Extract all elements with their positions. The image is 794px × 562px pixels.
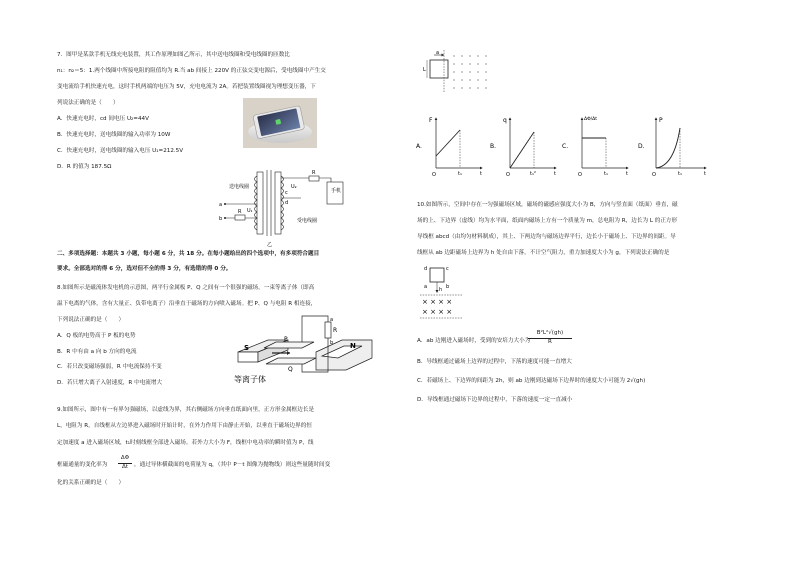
resistor-r1-label: R [238,209,242,215]
field-crosses-row1: × × × × [422,298,453,306]
q9-option-graphs [416,112,716,182]
graph-a-t: t [480,171,482,177]
resistor-r2-label: R [312,170,316,176]
graph-d-t: t [704,171,706,177]
figure-caption: 乙 [267,242,273,248]
primary-coil-winding [255,176,258,230]
q10-line1: 10.如图所示，空间中存在一匀强磁场区域，磁场的磁感应强度大小为 B，方向与竖直面（纸面）垂直，磁 [417,202,678,208]
q7-line1: 7．图甲是某款手机无线充电装置，其工作原理如图乙所示，其中送电线圈和受电线圈的匝数比 [57,52,290,58]
q9-frac-denominator: Δt [121,464,129,470]
q10-loop-field-diagram [420,262,470,322]
graph-b-t1sq: t₁² [530,171,536,177]
graph-a-origin: O [432,172,436,178]
q8-option-d: D．若只增大离子入射速度，R 中电流增大 [57,380,163,386]
q10-option-a-bar [528,338,572,339]
graph-c-t: t [626,171,628,177]
square-loop [430,60,448,78]
q7-option-a: A．快速充电时，cd 间电压 U₂=44V [57,116,149,122]
graph-b-label: B. [490,143,497,150]
q9-loop-field-diagram [424,50,494,94]
q10-option-a-den: R [548,339,552,345]
graph-d-label: D. [638,143,645,150]
q9-line3: 定加速度 a 进入磁场区域，t₁时刻线框全部进入磁场。若外力大小为 F，线框中电功率的瞬时值为 P，线 [57,440,314,446]
graph-b [510,118,556,168]
graph-d [656,118,706,168]
q8-option-c: C．若只改变磁场强弱，R 中电流保持不变 [57,364,162,370]
field-crosses-row2: × × × × [422,308,453,316]
graph-a [436,118,482,168]
q7-line4: 列说法正确的是（ ） [57,100,119,106]
graph-b-origin: O [506,172,510,178]
q8-option-b: B．R 中有由 a 向 b 方向的电流 [57,349,137,355]
terminal-b-label: b [219,216,223,222]
height-h-label: h [439,287,443,293]
terminal-d-label: d [285,200,289,206]
secondary-coil-core [275,172,281,234]
corner-a-label: a [424,284,428,290]
q10-line3: 导线框 abcd（由均匀材料制成），其上、下两边均与磁场边界平行，边长小于磁场上、下边界的间距。导 [417,234,676,240]
q10-option-a: A．ab 边刚进入磁场时，受到的安培力大小为 [417,338,531,344]
q9-frac-bar [118,463,132,464]
point-a-label: a [330,317,334,323]
corner-c-label: c [446,266,449,272]
graph-c-t1: t₁ [604,171,608,177]
graph-d-origin: O [652,172,656,178]
acceleration-label: a [436,50,440,56]
q7-option-b: B．快速充电时，送电线圈的输入功率为 10W [57,132,171,138]
q10-line2: 场的上、下边界（虚线）均为水平面，纸面内磁场上方有一个质量为 m，总电阻为 R，边长为 L 的正方形 [417,218,678,224]
terminal-a-label: a [219,202,223,208]
graph-d-yaxis: P [659,117,663,124]
plasma-caption: 等离子体 [234,375,266,384]
plate-p-label: P [284,336,288,343]
graph-d-t1: t₁ [678,171,682,177]
side-length-label: L [423,67,426,73]
q10-option-d: D．导线框通过磁场下边界的过程中，下落的速度一定一直减小 [417,397,573,403]
phone-label: 手机 [331,188,342,194]
q8-mhd-generator-diagram [232,312,382,390]
graph-c-origin: O [578,172,582,178]
terminal-c-label: c [285,190,288,196]
u2-label: U₂ [291,184,297,190]
graph-a-t1: t₁ [458,171,462,177]
loop-abcd [430,268,444,282]
q7-option-d: D．R 的值为 187.5Ω [57,164,112,170]
pole-n-label: N [350,342,356,350]
q8-line2: 温下电离的气体，含有大量正、负带电离子）沿垂直于磁场的方向喷入磁场。把 P、Q 与电阻 R 相连接， [57,301,317,307]
graph-b-yaxis: q [503,117,507,124]
secondary-coil-winding [281,176,284,230]
graph-a-label: A. [416,143,422,150]
q9-line1: 9.如图所示，图中有一有界匀强磁场，以虚线为界，其右侧磁场方向垂直纸面向里，正方形金属框边长是 [57,407,315,413]
corner-d-label: d [424,266,428,272]
graph-c [582,118,628,168]
plate-q-label: Q [288,366,293,373]
section2-line1: 二、多项选择题：本题共 3 小题，每小题 6 分，共 18 分。在每小题给出的四个选项中，有多项符合题目 [57,251,320,257]
pole-s-label: S [244,344,250,352]
q9-frac-numerator: ΔΦ [120,455,130,461]
q7-circuit-diagram [205,168,355,248]
q10-line4: 线框从 ab 边距磁场上边界为 h 处自由下落，不计空气阻力，重力加速度大小为 g，下列说法正确的是 [417,250,670,256]
q9-line4b: ，通过导体横截面的电荷量为 q，（其中 P－t 图像为抛物线）则这些量随时间变 [134,462,331,468]
graph-a-yaxis: F [429,117,433,124]
corner-b-label: b [446,284,450,290]
resistor-r-label: R [333,327,338,334]
q10-option-a-num: B²L²√(gh) [536,330,564,336]
point-b-label: b [330,340,334,346]
q10-option-c: C．若磁场上、下边界的间距为 2h，则 ab 边刚到达磁场下边界时的速度大小可能为 2√(gh) [417,378,646,384]
q10-option-b: B．导线框通过磁场上边界的过程中，下落的速度可能一直增大 [417,359,572,365]
q8-option-a: A．Q 板的电势高于 P 板的电势 [57,333,136,339]
q7-option-c: C．快速充电时，送电线圈的输入电压 U₁=212.5V [57,148,184,154]
primary-coil-core [257,172,263,234]
q7-line2: n₁：n₂＝5：1.两个线圈中所接电阻的阻值均为 R.当 ab 间接上 220V 的正弦交变电源后，受电线圈中产生交 [57,68,326,74]
send-coil-label: 送电线圈 [229,184,250,190]
q8-line1: 8.如图所示是磁流体发电机的示意图，两平行金属板 P、Q 之间有一个很强的磁场。一束等离子体（即高 [57,285,315,291]
u1-label: U₁ [247,208,253,214]
q9-line5: 化的关系正确的是（ ） [57,480,125,486]
q8-line3: 下列说法正确的是（ ） [57,317,125,323]
q9-line4a: 框磁通量的变化率为 [57,462,108,468]
graph-c-label: C. [562,143,569,150]
field-dots [453,55,486,88]
section2-line2: 要求。全部选对的得 6 分，选对但不全的得 3 分，有选错的得 0 分。 [57,266,232,272]
q7-line3: 变电流给手机快速充电，这时手机两端的电压为 5V，充电电流为 2A。若把装置线圈视为理想变压器，下 [57,84,316,90]
graph-c-yaxis: ΔΦ/Δt [584,117,597,122]
recv-coil-label: 受电线圈 [297,218,318,224]
q7-charger-photo [243,98,317,148]
graph-b-t: t [554,171,556,177]
q9-line2: L，电阻为 R，自线框从左边界进入磁场时开始计时，在外力作用下由静止开始，以垂直于磁场边界的恒 [57,423,312,429]
